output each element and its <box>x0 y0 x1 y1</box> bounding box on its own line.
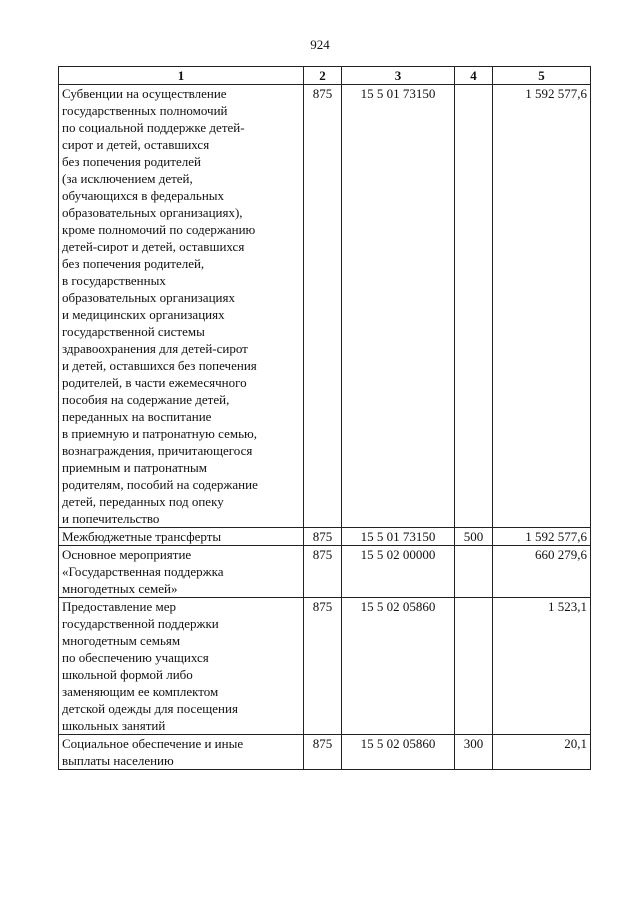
row-name: Основное мероприятие «Государственная поддержка многодетных семей» <box>59 546 304 598</box>
row-amount: 1 592 577,6 <box>493 85 591 528</box>
column-header-5: 5 <box>493 67 591 85</box>
budget-table <box>58 66 591 770</box>
column-header-2: 2 <box>304 67 342 85</box>
table-header <box>59 67 591 85</box>
row-expense-type: 300 <box>455 735 493 770</box>
row-ministry-code: 875 <box>304 735 342 770</box>
row-amount: 20,1 <box>493 735 591 770</box>
row-ministry-code: 875 <box>304 546 342 598</box>
page-number: 924 <box>310 37 330 52</box>
row-target-code: 15 5 02 05860 <box>342 735 455 770</box>
table-row <box>59 546 591 598</box>
row-ministry-code: 875 <box>304 85 342 528</box>
row-target-code: 15 5 01 73150 <box>342 85 455 528</box>
row-name: Межбюджетные трансферты <box>59 528 304 546</box>
row-name: Предоставление мер государственной поддержки многодетным семьям по обеспечению учащихся школьной формой либо заменяющим ее комплектом детской одежды для посещения школьных занятий <box>59 598 304 735</box>
row-amount: 1 592 577,6 <box>493 528 591 546</box>
row-ministry-code: 875 <box>304 598 342 735</box>
table-body <box>59 85 591 770</box>
row-target-code: 15 5 02 05860 <box>342 598 455 735</box>
table-row <box>59 85 591 528</box>
row-target-code: 15 5 02 00000 <box>342 546 455 598</box>
table-row <box>59 735 591 770</box>
column-header-4: 4 <box>455 67 493 85</box>
row-expense-type <box>455 598 493 735</box>
row-ministry-code: 875 <box>304 528 342 546</box>
column-header-1: 1 <box>59 67 304 85</box>
header-row <box>59 67 591 85</box>
row-name: Социальное обеспечение и иные выплаты населению <box>59 735 304 770</box>
row-name: Субвенции на осуществление государственных полномочий по социальной поддержке детей- сирот и детей, оставшихся без попечения родителей (за исключением детей, обучающихся в федеральных образовательных организациях), кроме полномочий по содержанию детей-сирот и детей, оставшихся без попечения родителей, в государственных образовательных организациях и медицинских организациях государственной системы здравоохранения для детей-сирот и детей, оставшихся без попечения родителей, в части ежемесячного пособия на содержание детей, переданных на воспитание в приемную и патронатную семью, вознаграждения, причитающегося приемным и патронатным родителям, пособий на содержание детей, переданных под опеку и попечительство <box>59 85 304 528</box>
row-amount: 660 279,6 <box>493 546 591 598</box>
row-amount: 1 523,1 <box>493 598 591 735</box>
column-header-3: 3 <box>342 67 455 85</box>
row-target-code: 15 5 01 73150 <box>342 528 455 546</box>
row-expense-type <box>455 546 493 598</box>
row-expense-type: 500 <box>455 528 493 546</box>
table-row <box>59 528 591 546</box>
table-row <box>59 598 591 735</box>
row-expense-type <box>455 85 493 528</box>
